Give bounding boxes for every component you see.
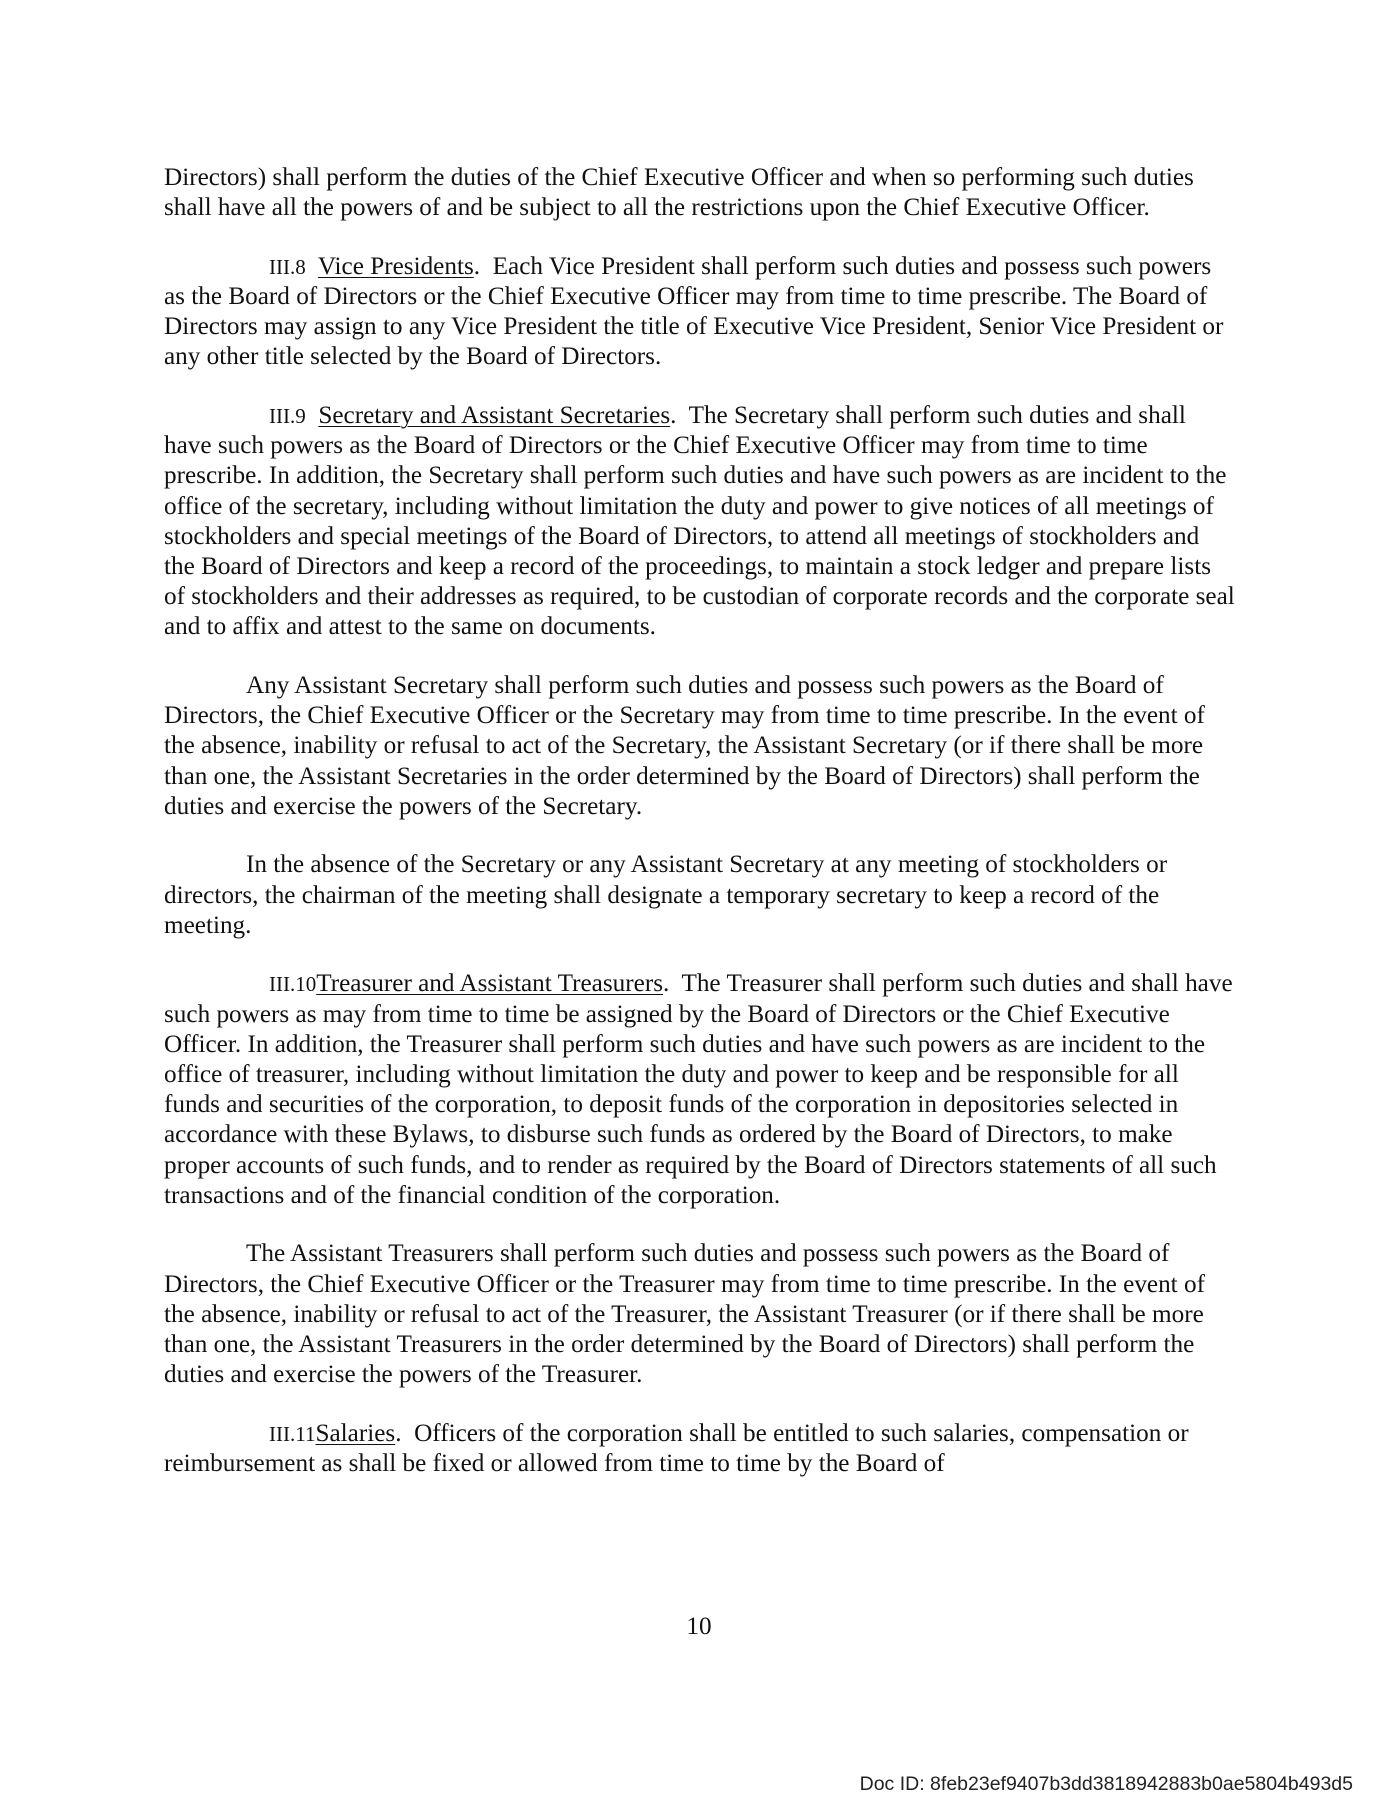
section-text: The Secretary shall perform such duties and shall have such powers as the Board of Directors or the Chief Executive Officer may from time to time prescribe. In addition, the Secretary shall perform such duties and have such powers as are incident to the office of the secretary, including without limitation the duty and power to give notices of all meetings of stockholders and special meetings of the Board of Directors, to attend all meetings of stockholders and the Board of Directors and keep a record of the proceedings, to maintain a stock ledger and prepare lists of stockholders and their addresses as required, to be custodian of corporate records and the corporate seal and to affix and attest to the same on documents. [164, 402, 1235, 641]
paragraph-assistant-treasurers [164, 1239, 1236, 1390]
section-number: III.10 [269, 972, 317, 997]
paragraph-text: Any Assistant Secretary shall perform such duties and possess such powers as the Board of Directors, the Chief Executive Officer or the Secretary may from time to time prescribe. In the event of the absence, inability or refusal to act of the Secretary, the Assistant Secretary (or if there shall be more than one, the Assistant Secretaries in the order determined by the Board of Directors) shall perform the duties and exercise the powers of the Secretary. [164, 672, 1205, 820]
paragraph-assistant-secretary [164, 671, 1236, 822]
section-number: III.11 [269, 1421, 316, 1446]
section-text: Officers of the corporation shall be entitled to such salaries, compensation or reimbursement as shall be fixed or allowed from time to time by the Board of [164, 1419, 1189, 1478]
section-heading: Treasurer and Assistant Treasurers [316, 970, 664, 998]
section-text: The Treasurer shall perform such duties and shall have such powers as may from time to time be assigned by the Board of Directors or the Chief Executive Officer. In addition, the Treasurer shall perform such duties and have such powers as are incident to the office of treasurer, including without limitation the duty and power to keep and be responsible for all funds and securities of the corporation, to deposit funds of the corporation in depositories selected in accordance with these Bylaws, to disburse such funds as ordered by the Board of Directors, to make proper accounts of such funds, and to render as required by the Board of Directors statements of all such transactions and of the financial condition of the corporation. [164, 970, 1233, 1209]
section-salaries: III.11Salaries. Officers of the corporation shall be entitled to such salaries, compensation or reimbursement as shall be fixed or allowed from time to time by the Board of [164, 1419, 1189, 1478]
paragraph-text: The Assistant Treasurers shall perform such duties and possess such powers as the Board of Directors, the Chief Executive Officer or the Treasurer may from time to time prescribe. In the event of the absence, inability or refusal to act of the Treasurer, the Assistant Treasurer (or if there shall be more than one, the Assistant Treasurers in the order determined by the Board of Directors) shall perform the duties and exercise the powers of the Treasurer. [164, 1240, 1205, 1389]
doc-id: Doc ID: 8feb23ef9407b3dd3818942883b0ae5804b493d5 [859, 1773, 1353, 1795]
paragraph-text: In the absence of the Secretary or any Assistant Secretary at any meeting of stockholders or directors, the chairman of the meeting shall designate a temporary secretary to keep a record of the meeting. [164, 851, 1168, 939]
section-number: III.9 [269, 404, 306, 428]
section-text: Each Vice President shall perform such duties and possess such powers as the Board of Directors or the Chief Executive Officer may from time to time prescribe. The Board of Directors may assign to any Vice President the title of Executive Vice President, Senior Vice President or any other title selected by the Board of Directors. [164, 252, 1224, 371]
section-vice-presidents: III.8 Vice Presidents. Each Vice President shall perform such duties and possess such powers as the Board of Directors or the Chief Executive Officer may from time to time prescribe. The Board of Directors may assign to any Vice President the title of Executive Vice President, Senior Vice President or any other title selected by the Board of Directors. [164, 252, 1224, 371]
paragraph-ceo-continuation [164, 163, 1236, 223]
section-heading: Vice Presidents [317, 252, 474, 280]
section-secretary: III.9 Secretary and Assistant Secretaries. The Secretary shall perform such duties and shall have such powers as the Board of Directors or the Chief Executive Officer may from time to time prescribe. In addition, the Secretary shall perform such duties and have such powers as are incident to the office of the secretary, including without limitation the duty and power to give notices of all meetings of stockholders and special meetings of the Board of Directors, to attend all meetings of stockholders and the Board of Directors and keep a record of the proceedings, to maintain a stock ledger and prepare lists of stockholders and their addresses as required, to be custodian of corporate records and the corporate seal and to affix and attest to the same on documents. [164, 402, 1235, 641]
paragraph-temporary-secretary [164, 850, 1236, 941]
section-treasurer: III.10Treasurer and Assistant Treasurers. The Treasurer shall perform such duties and shall have such powers as may from time to time be assigned by the Board of Directors or the Chief Executive Officer. In addition, the Treasurer shall perform such duties and have such powers as are incident to the office of treasurer, including without limitation the duty and power to keep and be responsible for all funds and securities of the corporation, to deposit funds of the corporation in depositories selected in accordance with these Bylaws, to disburse such funds as ordered by the Board of Directors, to make proper accounts of such funds, and to render as required by the Board of Directors statements of all such transactions and of the financial condition of the corporation. [164, 970, 1233, 1209]
section-number: III.8 [269, 254, 306, 279]
page-number: 10 [686, 1613, 712, 1640]
document-body [164, 163, 1236, 1508]
paragraph-text: Directors) shall perform the duties of the Chief Executive Officer and when so performing such duties shall have all the powers of and be subject to all the restrictions upon the Chief Executive Officer. [164, 164, 1194, 222]
section-heading: Secretary and Assistant Secretaries [318, 402, 671, 429]
section-heading: Salaries [315, 1419, 396, 1447]
